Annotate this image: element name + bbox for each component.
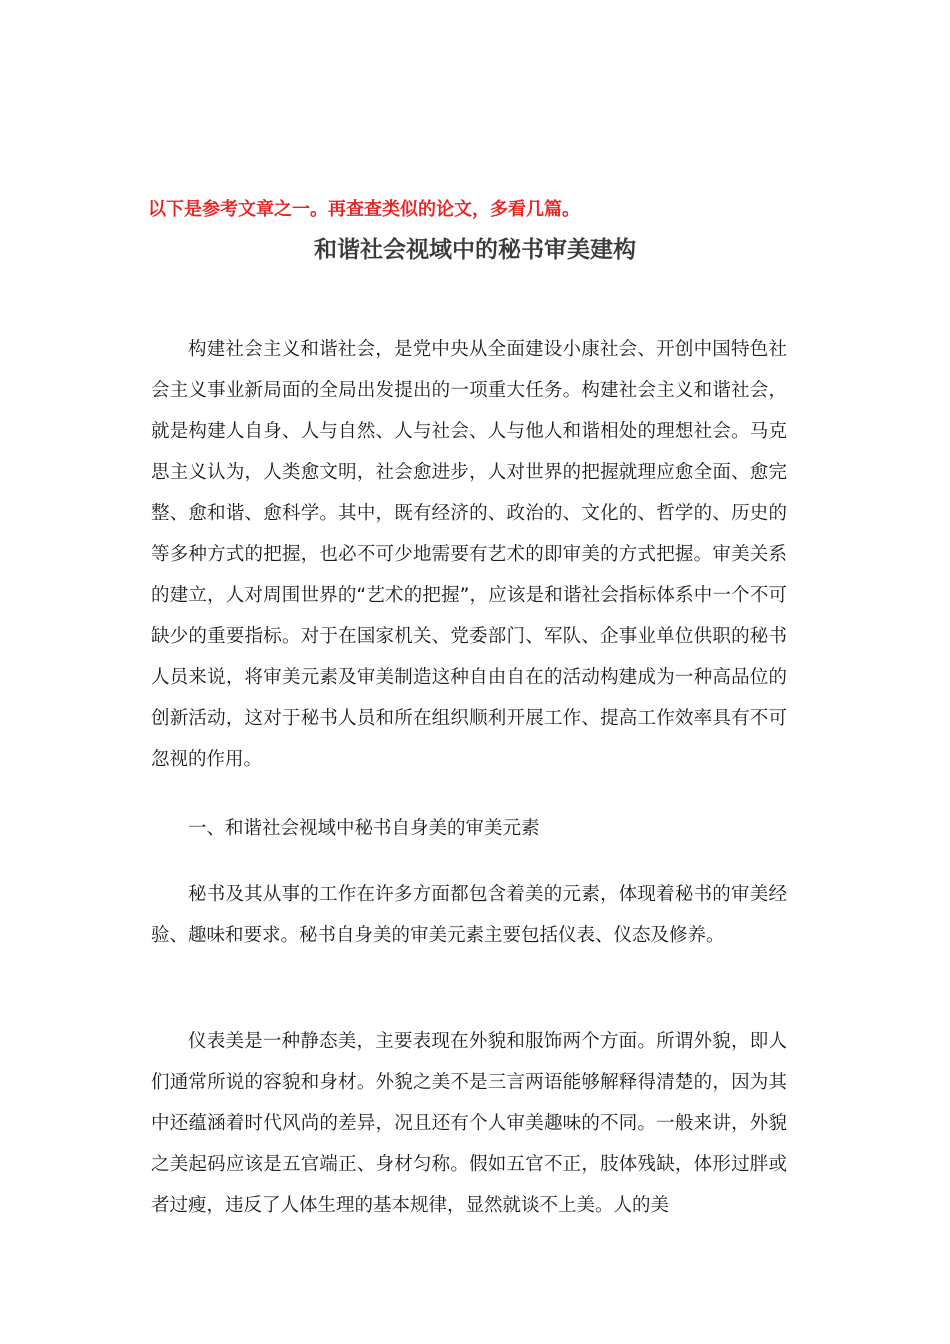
section-heading: 一、和谐社会视域中秘书自身美的审美元素: [188, 818, 540, 839]
paragraph-intro: 构建社会主义和谐社会，是党中央从全面建设小康社会、开创中国特色社会主义事业新局面的全局出发提出的一项重大任务。构建社会主义和谐社会，就是构建人自身、人与自然、人与社会、人与他人和谐相处的理想社会。马克思主义认为，人类愈文明，社会愈进步，人对世界的把握就理应愈全面、愈完整、愈和谐、愈科学。其中，既有经济的、政治的、文化的、哲学的、历史的等多种方式的把握，也必不可少地需要有艺术的即审美的方式把握。审美关系的建立，人对周围世界的“艺术的把握”，应该是和谐社会指标体系中一个不可缺少的重要指标。对于在国家机关、党委部门、军队、企事业单位供职的秘书人员来说，将审美元素及审美制造这种自由自在的活动构建成为一种高品位的创新活动，这对于秘书人员和所在组织顺利开展工作、提高工作效率具有不可忽视的作用。: [151, 339, 787, 770]
paragraph-appearance: 仪表美是一种静态美，主要表现在外貌和服饰两个方面。所谓外貌，即人们通常所说的容貌和身材。外貌之美不是三言两语能够解释得清楚的，因为其中还蕴涵着时代风尚的差异，况且还有个人审美趣味的不同。一般来讲，外貌之美起码应该是五官端正、身材匀称。假如五官不正，肢体残缺，体形过胖或者过瘦，违反了人体生理的基本规律，显然就谈不上美。人的美: [151, 1031, 787, 1216]
article-title: 和谐社会视域中的秘书审美建构: [314, 237, 636, 263]
paragraph-elements: 秘书及其从事的工作在许多方面都包含着美的元素，体现着秘书的审美经验、趣味和要求。秘书自身美的审美元素主要包括仪表、仪态及修养。: [151, 884, 787, 946]
reference-notice: 以下是参考文章之一。再查查类似的论文，多看几篇。: [148, 199, 580, 220]
